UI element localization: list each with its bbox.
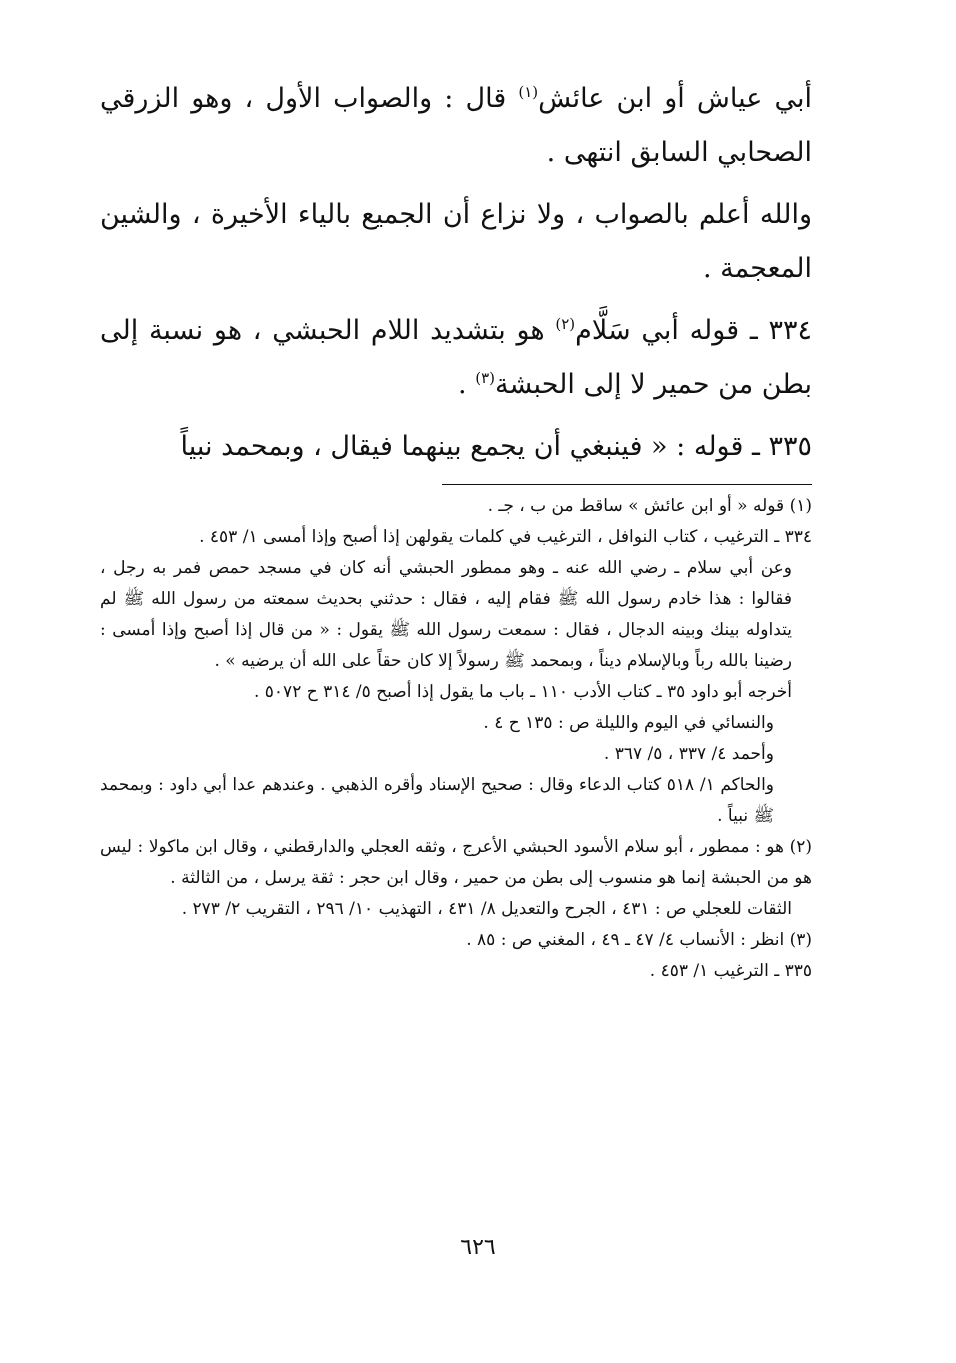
footnote-2-sources: الثقات للعجلي ص : ٤٣١ ، الجرح والتعديل ٨/ ٤٣١ ، التهذيب ١٠/ ٢٩٦ ، التقريب ٢/ ٢٧٣ .	[181, 899, 792, 919]
footnote-nasai: والنسائي في اليوم والليلة ص : ١٣٥ ح ٤ .	[483, 713, 774, 733]
footnote-abu-dawud: أخرجه أبو داود ٣٥ ـ كتاب الأدب ١١٠ ـ باب ما يقول إذا أصبح ٥/ ٣١٤ ح ٥٠٧٢ .	[253, 682, 792, 702]
main-paragraph-4: ٣٣٥ ـ قوله : « فينبغي أن يجمع بينهما فيقال ، وبمحمد نبياً	[180, 431, 812, 462]
main-text: هو بتشديد اللام الحبشي ، هو نسبة إلى بطن من حمير لا إلى الحبشة	[100, 315, 812, 400]
footnote-3: (٣) انظر : الأنساب ٤/ ٤٧ ـ ٤٩ ، المغني ص : ٨٥ .	[466, 930, 812, 950]
main-text: قال : والصواب الأول ، وهو الزرقي الصحابي السابق انتهى .	[100, 83, 812, 168]
footnote-divider	[442, 484, 812, 485]
footnote-2: (٢) هو : ممطور ، أبو سلام الأسود الحبشي الأعرج ، وثقه العجلي والدارقطني ، وقال ابن ماكولا : ليس هو من الحبشة إنما هو منسوب إلى بطن من حمير ، وقال ابن حجر : ثقة يرسل ، من الثالثة .	[100, 837, 812, 888]
footnote-marker-3: (٣)	[475, 369, 495, 387]
main-paragraph-3	[100, 304, 812, 412]
footnote-ahmad: وأحمد ٤/ ٣٣٧ ، ٥/ ٣٦٧ .	[603, 744, 774, 764]
main-paragraph-1	[100, 72, 812, 180]
footnote-marker-1: (١)	[518, 83, 539, 101]
footnote-ref-334: ٣٣٤ ـ الترغيب ، كتاب النوافل ، الترغيب في كلمات يقولهن إذا أصبح وإذا أمسى ١/ ٤٥٣ .	[199, 527, 812, 547]
page-body	[100, 72, 812, 987]
main-text: ٣٣٤ ـ قوله أبي سَلَّام	[575, 315, 812, 346]
footnote-ref-335: ٣٣٥ ـ الترغيب ١/ ٤٥٣ .	[649, 961, 812, 981]
footnote-marker-2: (٢)	[555, 315, 576, 333]
page-number: ٦٢٦	[460, 1235, 496, 1260]
main-paragraph-2: والله أعلم بالصواب ، ولا نزاع أن الجميع بالياء الأخيرة ، والشين المعجمة .	[100, 199, 812, 284]
footnotes-section	[100, 491, 812, 987]
footnote-1: (١) قوله « أو ابن عائش » ساقط من ب ، جـ .	[487, 496, 812, 516]
main-text: .	[458, 369, 476, 400]
footnote-hakim: والحاكم ١/ ٥١٨ كتاب الدعاء وقال : صحيح الإسناد وأقره الذهبي . وعندهم عدا أبي داود : وبمحمد ﷺ نبياً .	[100, 775, 774, 826]
main-text: أبي عياش أو ابن عائش	[538, 83, 812, 114]
footnote-hadith-text: وعن أبي سلام ـ رضي الله عنه ـ وهو ممطور الحبشي أنه كان في مسجد حمص فمر به رجل ، فقالوا : هذا خادم رسول الله ﷺ فقام إليه ، فقال : حدثني بحديث سمعته من رسول الله ﷺ لم يتداوله بينك وبينه الدجال ، فقال : سمعت رسول الله ﷺ يقول : « من قال إذا أصبح وإذا أمسى : رضينا بالله رباً وبالإسلام ديناً ، وبمحمد ﷺ رسولاً إلا كان حقاً على الله أن يرضيه » .	[100, 558, 793, 671]
